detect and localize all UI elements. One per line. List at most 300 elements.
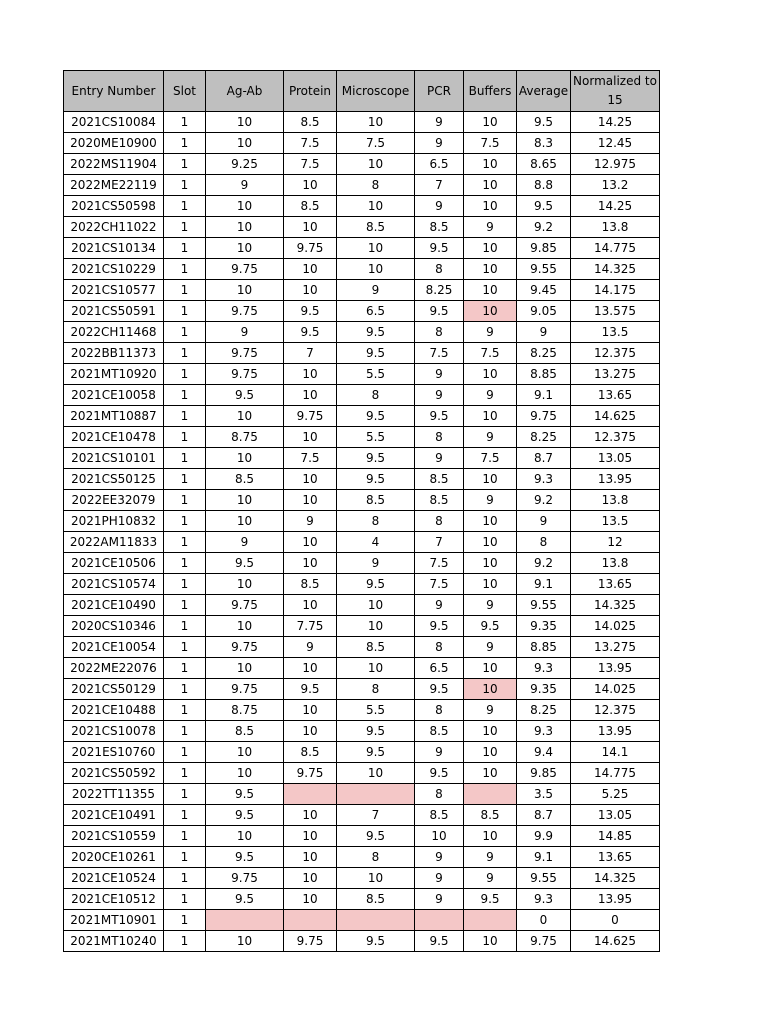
table-cell: 9	[415, 742, 464, 763]
table-cell: 10	[464, 931, 517, 952]
column-header: Slot	[164, 71, 206, 112]
table-cell: 2021CE10524	[64, 868, 164, 889]
table-cell: 7.75	[284, 616, 337, 637]
table-cell: 14.025	[571, 616, 660, 637]
table-row	[64, 931, 660, 952]
table-cell: 9	[464, 217, 517, 238]
table-cell: 8.75	[206, 427, 284, 448]
table-cell: 8.5	[415, 805, 464, 826]
table-row	[64, 301, 660, 322]
table-cell: 9	[415, 196, 464, 217]
table-cell: 2021CS50129	[64, 679, 164, 700]
table-cell: 9.5	[284, 322, 337, 343]
table-cell: 8.85	[517, 637, 571, 658]
table-cell: 9.5	[206, 889, 284, 910]
table-cell: 10	[284, 847, 337, 868]
table-cell: 2022CH11022	[64, 217, 164, 238]
table-cell: 7	[415, 175, 464, 196]
table-cell: 9.5	[206, 847, 284, 868]
table-row	[64, 343, 660, 364]
table-cell: 8	[415, 700, 464, 721]
table-cell: 1	[164, 511, 206, 532]
table-cell: 2021CS50592	[64, 763, 164, 784]
table-cell: 10	[337, 196, 415, 217]
table-cell: 1	[164, 805, 206, 826]
table-cell: 14.25	[571, 112, 660, 133]
table-cell: 1	[164, 658, 206, 679]
table-cell: 10	[464, 301, 517, 322]
table-cell: 8	[337, 385, 415, 406]
table-cell	[337, 910, 415, 931]
table-cell: 9.75	[284, 931, 337, 952]
table-cell: 10	[206, 217, 284, 238]
table-cell: 1	[164, 679, 206, 700]
table-cell: 1	[164, 742, 206, 763]
table-cell: 10	[337, 259, 415, 280]
table-row	[64, 616, 660, 637]
table-cell: 2022CH11468	[64, 322, 164, 343]
table-cell: 9.9	[517, 826, 571, 847]
table-cell: 6.5	[337, 301, 415, 322]
table-cell: 9.4	[517, 742, 571, 763]
table-cell: 1	[164, 931, 206, 952]
table-cell: 2021CS50591	[64, 301, 164, 322]
table-cell: 9.75	[206, 343, 284, 364]
table-cell: 8.5	[284, 574, 337, 595]
table-cell: 8.5	[206, 469, 284, 490]
table-cell: 13.5	[571, 511, 660, 532]
table-cell: 10	[206, 511, 284, 532]
table-cell: 9.5	[517, 196, 571, 217]
table-cell: 9.5	[337, 322, 415, 343]
table-row	[64, 133, 660, 154]
table-cell: 10	[337, 616, 415, 637]
table-cell: 6.5	[415, 154, 464, 175]
table-cell: 8.7	[517, 448, 571, 469]
table-cell: 8.5	[464, 805, 517, 826]
table-cell: 9	[284, 637, 337, 658]
table-cell: 14.25	[571, 196, 660, 217]
table-cell: 7	[415, 532, 464, 553]
table-cell: 8.5	[284, 196, 337, 217]
table-cell: 8.5	[415, 469, 464, 490]
table-cell: 9	[464, 322, 517, 343]
table-cell: 1	[164, 721, 206, 742]
table-cell: 10	[206, 763, 284, 784]
table-cell: 9	[415, 448, 464, 469]
table-row	[64, 553, 660, 574]
table-row	[64, 112, 660, 133]
table-cell: 9.5	[206, 805, 284, 826]
table-cell: 10	[337, 154, 415, 175]
table-cell: 2021CS10101	[64, 448, 164, 469]
table-cell: 1	[164, 700, 206, 721]
table-cell: 8.5	[337, 889, 415, 910]
table-cell: 9.5	[415, 406, 464, 427]
table-cell: 10	[337, 658, 415, 679]
table-cell: 2021CS50125	[64, 469, 164, 490]
table-cell: 1	[164, 427, 206, 448]
table-cell: 10	[464, 259, 517, 280]
table-cell: 2021PH10832	[64, 511, 164, 532]
table-cell: 1	[164, 238, 206, 259]
table-row	[64, 217, 660, 238]
table-row	[64, 322, 660, 343]
table-cell: 10	[284, 469, 337, 490]
table-row	[64, 679, 660, 700]
table-cell: 10	[284, 826, 337, 847]
scores-table	[63, 70, 660, 952]
table-cell: 10	[464, 574, 517, 595]
table-cell: 8.25	[517, 343, 571, 364]
table-cell: 7.5	[284, 154, 337, 175]
table-cell: 2021CE10512	[64, 889, 164, 910]
table-cell: 2021CS10134	[64, 238, 164, 259]
table-cell: 14.325	[571, 259, 660, 280]
table-cell: 9	[464, 427, 517, 448]
table-cell: 9.5	[206, 784, 284, 805]
table-cell: 9.2	[517, 490, 571, 511]
table-cell: 9	[464, 490, 517, 511]
table-cell: 2021MT10920	[64, 364, 164, 385]
table-cell: 9.75	[206, 364, 284, 385]
table-cell: 1	[164, 595, 206, 616]
table-cell: 9.1	[517, 847, 571, 868]
table-row	[64, 175, 660, 196]
table-cell: 7	[284, 343, 337, 364]
table-cell: 9	[415, 364, 464, 385]
table-cell: 10	[284, 595, 337, 616]
table-cell: 2021MT10887	[64, 406, 164, 427]
table-cell: 8.5	[337, 490, 415, 511]
table-cell: 2022AM11833	[64, 532, 164, 553]
table-cell: 10	[464, 280, 517, 301]
table-cell: 10	[464, 658, 517, 679]
table-cell: 10	[206, 196, 284, 217]
table-cell: 8	[337, 847, 415, 868]
table-cell: 7.5	[464, 448, 517, 469]
table-cell: 8.5	[415, 217, 464, 238]
table-row	[64, 868, 660, 889]
table-cell: 9	[415, 595, 464, 616]
table-cell: 10	[206, 490, 284, 511]
table-cell: 10	[284, 889, 337, 910]
table-row	[64, 658, 660, 679]
table-cell: 10	[464, 238, 517, 259]
table-cell: 10	[206, 658, 284, 679]
table-cell: 8.5	[284, 742, 337, 763]
table-cell: 14.1	[571, 742, 660, 763]
table-cell: 2021CS10084	[64, 112, 164, 133]
table-cell: 5.5	[337, 427, 415, 448]
table-cell: 9	[464, 385, 517, 406]
table-row	[64, 763, 660, 784]
table-cell: 2021ES10760	[64, 742, 164, 763]
table-row	[64, 280, 660, 301]
table-cell: 7.5	[284, 448, 337, 469]
table-cell: 10	[464, 469, 517, 490]
table-cell: 9.5	[337, 721, 415, 742]
table-cell: 9.5	[415, 616, 464, 637]
table-cell: 10	[284, 721, 337, 742]
table-cell: 13.8	[571, 553, 660, 574]
table-cell: 10	[206, 574, 284, 595]
table-cell: 9	[464, 595, 517, 616]
table-cell: 10	[284, 805, 337, 826]
table-cell: 8.65	[517, 154, 571, 175]
table-cell: 8	[337, 679, 415, 700]
table-cell: 9.5	[415, 763, 464, 784]
table-cell: 13.8	[571, 217, 660, 238]
table-cell: 10	[464, 112, 517, 133]
table-cell: 8.25	[415, 280, 464, 301]
table-cell: 10	[464, 364, 517, 385]
table-cell: 8	[415, 637, 464, 658]
table-row	[64, 805, 660, 826]
table-cell: 13.2	[571, 175, 660, 196]
table-cell: 8	[517, 532, 571, 553]
table-cell: 13.05	[571, 805, 660, 826]
table-cell: 1	[164, 259, 206, 280]
table-cell: 14.325	[571, 868, 660, 889]
table-cell: 1	[164, 406, 206, 427]
table-cell: 10	[206, 742, 284, 763]
table-cell: 9.5	[206, 385, 284, 406]
table-cell: 9.2	[517, 553, 571, 574]
table-cell: 9.5	[284, 301, 337, 322]
table-cell: 9.75	[284, 238, 337, 259]
table-row	[64, 427, 660, 448]
table-cell: 10	[337, 595, 415, 616]
table-cell: 9.2	[517, 217, 571, 238]
table-cell: 8	[337, 511, 415, 532]
table-row	[64, 259, 660, 280]
table-cell: 14.775	[571, 238, 660, 259]
table-cell: 9	[337, 280, 415, 301]
table-cell: 1	[164, 196, 206, 217]
table-cell	[206, 910, 284, 931]
table-row	[64, 238, 660, 259]
table-row	[64, 469, 660, 490]
table-cell: 10	[284, 532, 337, 553]
table-row	[64, 889, 660, 910]
table-cell: 9	[415, 112, 464, 133]
table-row	[64, 154, 660, 175]
table-cell: 2021CS10559	[64, 826, 164, 847]
table-cell: 9	[517, 511, 571, 532]
table-cell: 9	[464, 637, 517, 658]
table-row	[64, 406, 660, 427]
table-cell: 9	[415, 133, 464, 154]
table-cell: 1	[164, 280, 206, 301]
table-cell: 8.25	[517, 700, 571, 721]
table-cell: 13.575	[571, 301, 660, 322]
table-cell: 1	[164, 112, 206, 133]
table-cell: 2021CE10506	[64, 553, 164, 574]
table-cell: 2021CS50598	[64, 196, 164, 217]
table-cell: 9.55	[517, 259, 571, 280]
table-cell: 8	[415, 259, 464, 280]
table-cell: 2022ME22119	[64, 175, 164, 196]
table-cell: 10	[464, 196, 517, 217]
table-cell: 9.5	[464, 889, 517, 910]
table-cell	[284, 910, 337, 931]
table-cell: 8	[415, 322, 464, 343]
table-cell: 9.25	[206, 154, 284, 175]
table-row	[64, 826, 660, 847]
table-cell: 1	[164, 637, 206, 658]
table-cell: 9.55	[517, 595, 571, 616]
column-header: Normalized to 15	[571, 71, 660, 112]
table-cell: 9.3	[517, 721, 571, 742]
table-cell: 9	[415, 847, 464, 868]
table-cell: 13.95	[571, 469, 660, 490]
table-cell: 14.85	[571, 826, 660, 847]
table-cell: 12.375	[571, 700, 660, 721]
table-cell: 1	[164, 910, 206, 931]
table-cell: 10	[206, 826, 284, 847]
table-cell: 9	[206, 175, 284, 196]
table-cell: 2021CS10229	[64, 259, 164, 280]
table-cell: 10	[337, 763, 415, 784]
table-row	[64, 595, 660, 616]
table-cell: 10	[464, 742, 517, 763]
column-header: PCR	[415, 71, 464, 112]
table-cell: 8	[337, 175, 415, 196]
table-cell: 9.75	[206, 679, 284, 700]
table-cell: 9.35	[517, 679, 571, 700]
table-cell: 2021CE10054	[64, 637, 164, 658]
table-cell: 10	[337, 112, 415, 133]
table-cell: 9	[206, 322, 284, 343]
table-cell: 1	[164, 784, 206, 805]
table-cell: 10	[464, 406, 517, 427]
table-cell: 10	[206, 238, 284, 259]
table-cell: 2021MT10901	[64, 910, 164, 931]
table-row	[64, 721, 660, 742]
table-cell: 9.75	[206, 259, 284, 280]
table-cell: 9	[206, 532, 284, 553]
table-cell: 8.5	[415, 721, 464, 742]
table-cell: 10	[284, 280, 337, 301]
header-row	[64, 71, 660, 112]
table-cell: 9.5	[284, 679, 337, 700]
table-cell: 1	[164, 448, 206, 469]
table-cell: 9.75	[206, 595, 284, 616]
table-cell: 8	[415, 427, 464, 448]
table-cell: 9.85	[517, 763, 571, 784]
table-cell: 1	[164, 301, 206, 322]
table-cell: 9.75	[206, 868, 284, 889]
table-cell: 10	[284, 217, 337, 238]
column-header: Buffers	[464, 71, 517, 112]
table-cell: 9.05	[517, 301, 571, 322]
table-cell: 1	[164, 322, 206, 343]
table-cell: 3.5	[517, 784, 571, 805]
table-cell: 14.625	[571, 931, 660, 952]
table-cell: 8.8	[517, 175, 571, 196]
table-cell: 8.5	[337, 217, 415, 238]
table-cell: 5.5	[337, 364, 415, 385]
table-cell: 9.5	[337, 469, 415, 490]
table-body	[64, 112, 660, 952]
table-cell: 13.95	[571, 721, 660, 742]
table-cell: 2021CE10058	[64, 385, 164, 406]
table-cell: 10	[464, 175, 517, 196]
table-cell: 1	[164, 175, 206, 196]
table-row	[64, 637, 660, 658]
table-cell: 9.5	[337, 343, 415, 364]
table-cell	[464, 910, 517, 931]
table-cell: 10	[284, 553, 337, 574]
table-cell: 0	[571, 910, 660, 931]
table-cell: 9.3	[517, 889, 571, 910]
table-cell: 9.5	[337, 574, 415, 595]
table-cell: 7.5	[337, 133, 415, 154]
table-cell: 13.275	[571, 364, 660, 385]
table-row	[64, 532, 660, 553]
table-cell: 10	[415, 826, 464, 847]
table-cell: 2022BB11373	[64, 343, 164, 364]
table-cell: 1	[164, 133, 206, 154]
table-cell: 1	[164, 364, 206, 385]
table-cell: 9.5	[337, 742, 415, 763]
table-cell: 2021CS10577	[64, 280, 164, 301]
table-cell: 9	[464, 847, 517, 868]
table-cell: 1	[164, 553, 206, 574]
table-cell: 9.5	[517, 112, 571, 133]
table-cell: 8.5	[206, 721, 284, 742]
table-cell: 9.5	[337, 448, 415, 469]
table-cell: 12.375	[571, 343, 660, 364]
table-cell: 13.65	[571, 574, 660, 595]
table-cell: 9.5	[415, 931, 464, 952]
table-cell: 10	[284, 175, 337, 196]
table-cell: 8.75	[206, 700, 284, 721]
table-row	[64, 910, 660, 931]
table-row	[64, 385, 660, 406]
table-cell: 4	[337, 532, 415, 553]
column-header: Entry Number	[64, 71, 164, 112]
table-cell	[464, 784, 517, 805]
table-cell: 1	[164, 490, 206, 511]
table-cell: 6.5	[415, 658, 464, 679]
table-cell: 9.35	[517, 616, 571, 637]
table-cell: 2020CS10346	[64, 616, 164, 637]
table-cell: 8	[415, 784, 464, 805]
table-cell: 1	[164, 385, 206, 406]
table-cell: 9	[337, 553, 415, 574]
table-cell: 9	[415, 868, 464, 889]
table-cell: 1	[164, 154, 206, 175]
table-cell: 10	[284, 868, 337, 889]
table-cell: 8.5	[337, 637, 415, 658]
table-cell: 10	[206, 931, 284, 952]
table-cell: 2022TT11355	[64, 784, 164, 805]
table-cell: 9	[517, 322, 571, 343]
table-cell: 9.75	[284, 406, 337, 427]
column-header: Protein	[284, 71, 337, 112]
table-cell: 2021CS10078	[64, 721, 164, 742]
table-cell: 14.325	[571, 595, 660, 616]
table-cell: 9.5	[464, 616, 517, 637]
table-cell: 13.05	[571, 448, 660, 469]
table-cell: 1	[164, 847, 206, 868]
table-cell: 10	[206, 616, 284, 637]
table-cell: 8.25	[517, 427, 571, 448]
table-cell: 2021CE10478	[64, 427, 164, 448]
table-cell: 2021MT10240	[64, 931, 164, 952]
